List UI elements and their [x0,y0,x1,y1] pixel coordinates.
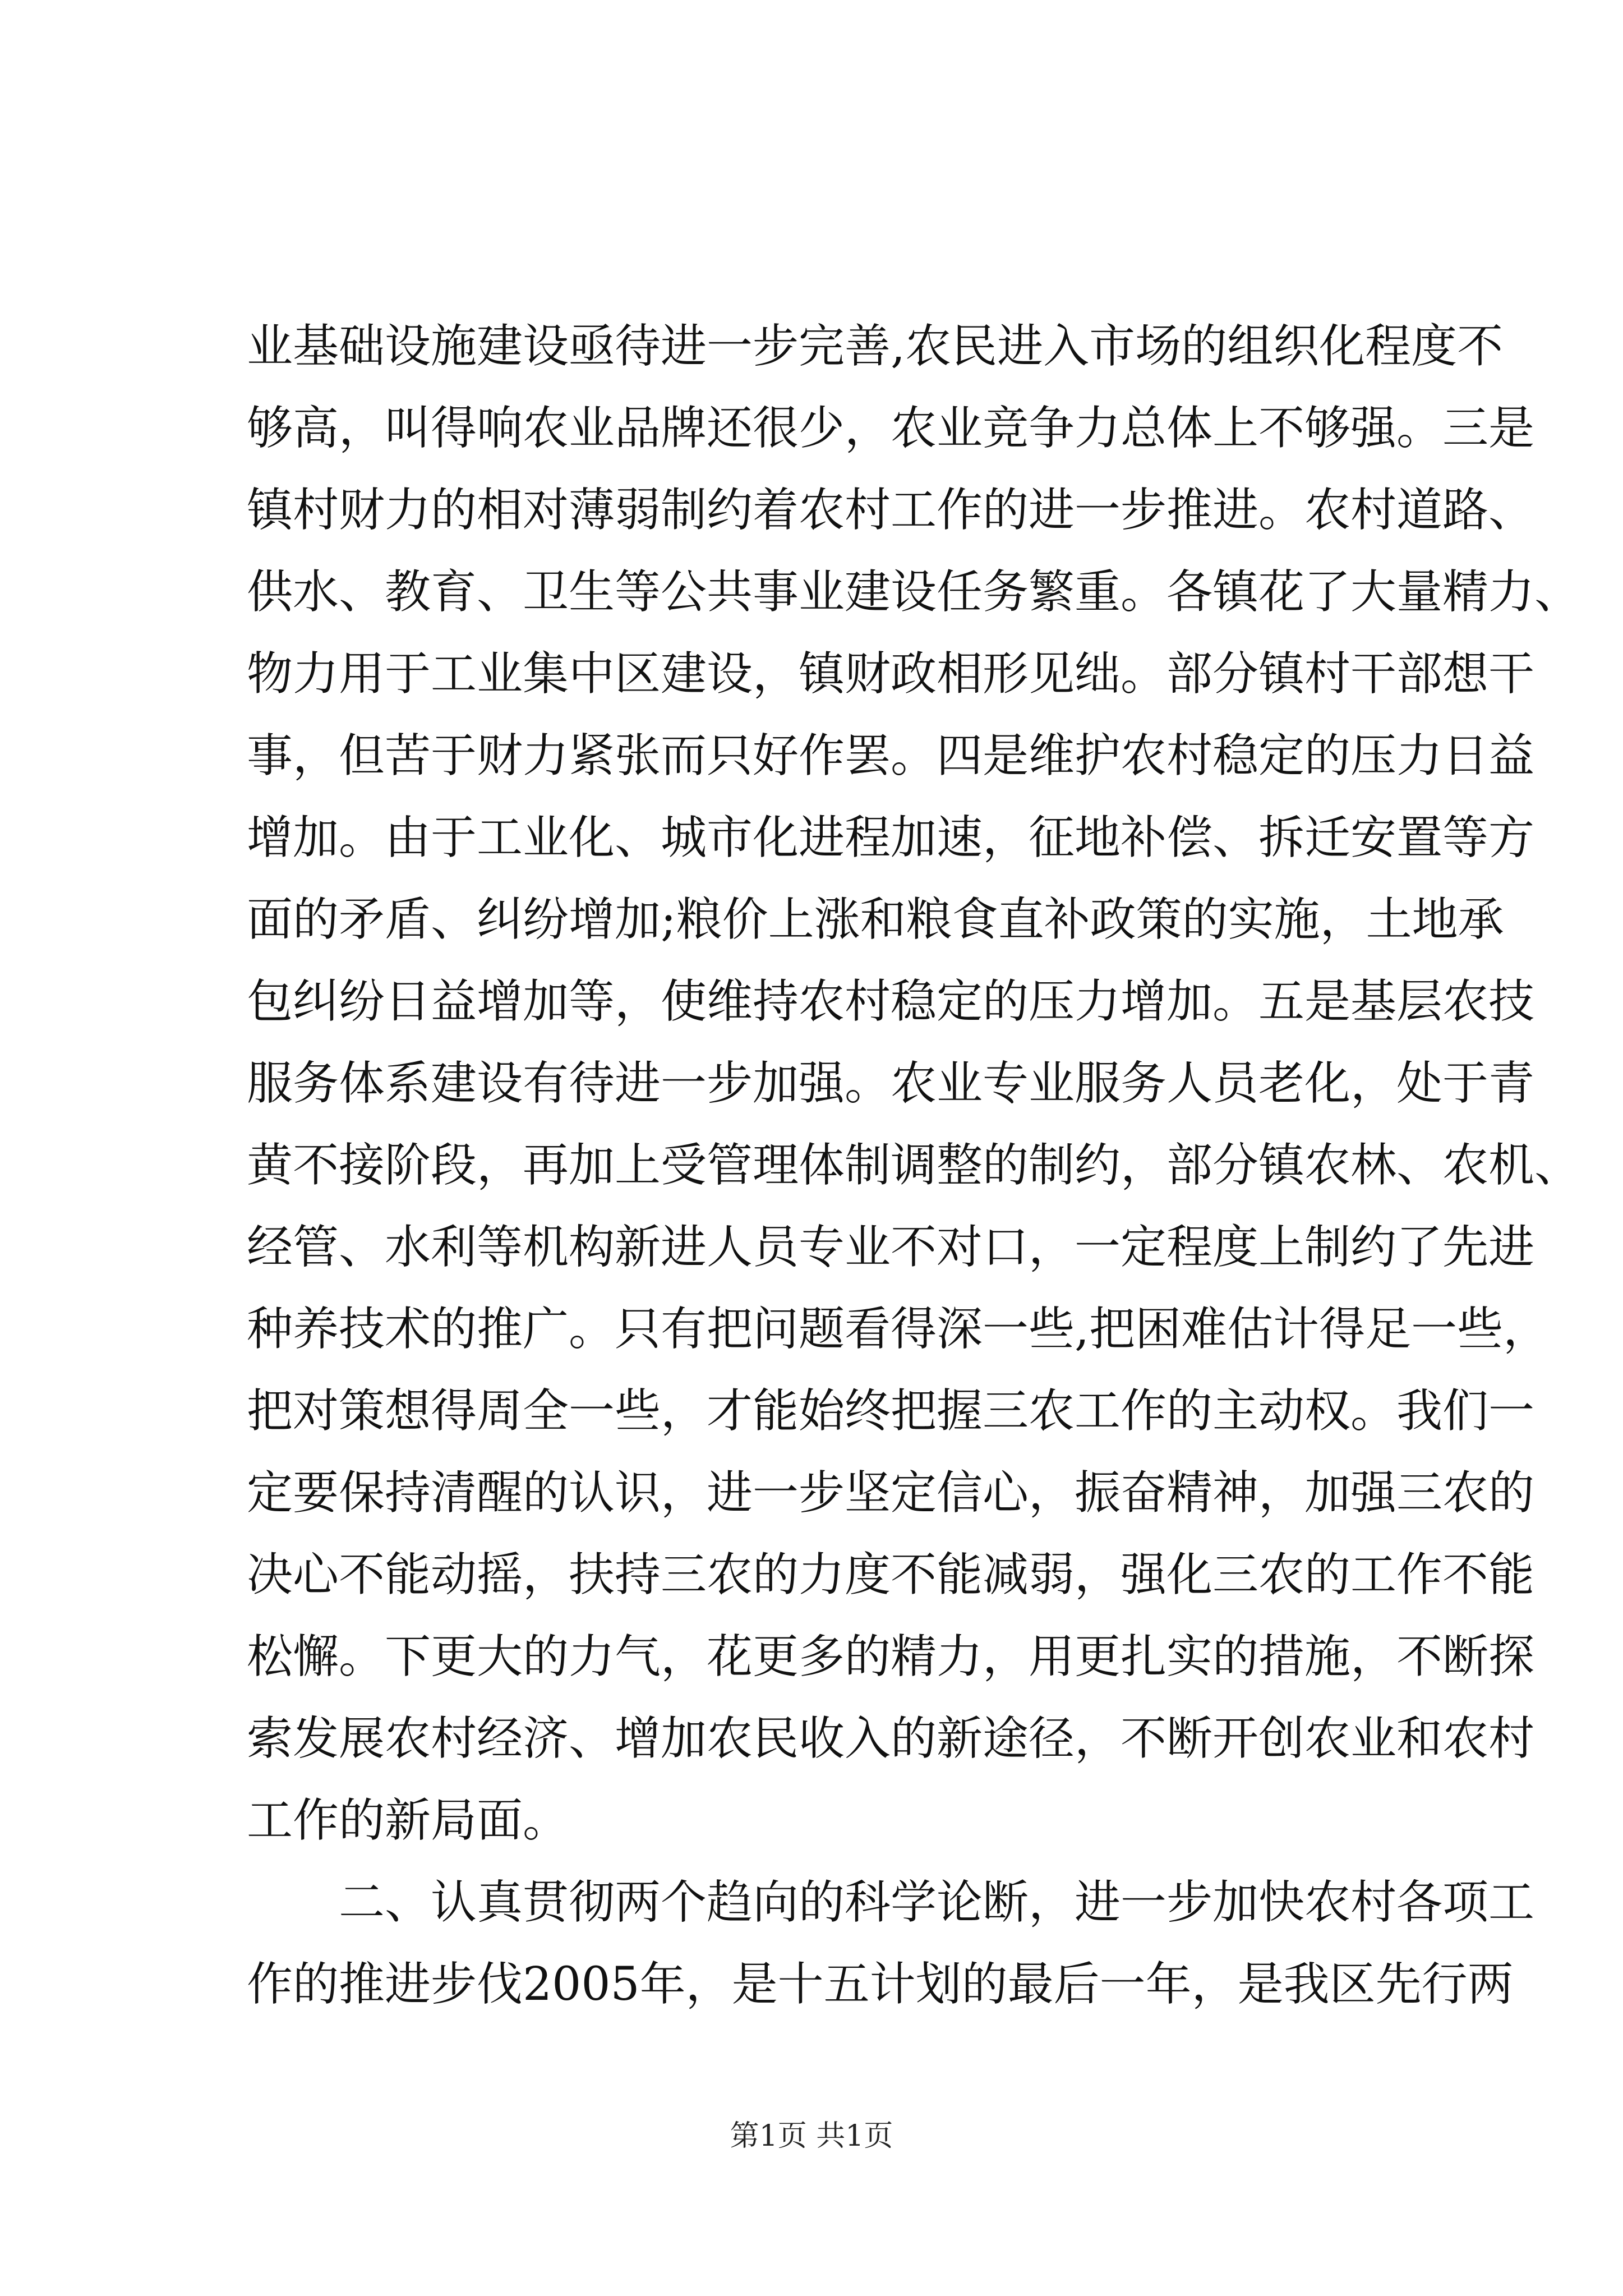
document-body [247,306,1581,2026]
text-line: 供水、教育、卫生等公共事业建设任务繁重。各镇花了大量精力、 [247,565,1581,619]
text-line: 索发展农村经济、增加农民收入的新途径，不断开创农业和农村 [247,1712,1535,1765]
text-line: 种养技术的推广。只有把问题看得深一些,把困难估计得足一些， [247,1303,1550,1356]
text-line: 面的矛盾、纠纷增加;粮价上涨和粮食直补政策的实施，土地承 [247,893,1504,946]
text-line: 二、认真贯彻两个趋向的科学论断，进一步加快农村各项工 [339,1876,1535,1929]
text-line: 松懈。下更大的力气，花更多的精力，用更扎实的措施，不断探 [247,1630,1535,1683]
text-line: 服务体系建设有待进一步加强。农业专业服务人员老化，处于青 [247,1057,1535,1110]
text-line: 业基础设施建设亟待进一步完善,农民进入市场的组织化程度不 [247,320,1504,373]
text-line: 经管、水利等机构新进人员专业不对口，一定程度上制约了先进 [247,1221,1535,1274]
text-line: 事，但苦于财力紧张而只好作罢。四是维护农村稳定的压力日益 [247,729,1535,783]
paragraph-2 [247,1862,1535,2026]
text-line: 工作的新局面。 [247,1794,569,1847]
text-line: 作的推进步伐2005年，是十五计划的最后一年，是我区先行两 [247,1958,1514,2011]
text-line: 黄不接阶段，再加上受管理体制调整的制约，部分镇农林、农机、 [247,1139,1581,1192]
text-line: 增加。由于工业化、城市化进程加速，征地补偿、拆迁安置等方 [247,811,1535,864]
text-line: 包纠纷日益增加等，使维持农村稳定的压力增加。五是基层农技 [247,975,1535,1028]
text-line: 把对策想得周全一些，才能始终把握三农工作的主动权。我们一 [247,1384,1535,1438]
text-line: 镇村财力的相对薄弱制约着农村工作的进一步推进。农村道路、 [247,484,1535,537]
page-footer [0,2112,1623,2154]
paragraph-1 [247,306,1581,1862]
text-line: 定要保持清醒的认识，进一步坚定信心，振奋精神，加强三农的 [247,1466,1535,1520]
text-line: 物力用于工业集中区建设，镇财政相形见绌。部分镇村干部想干 [247,647,1535,701]
page-number: 第1页 共1页 [730,2119,893,2153]
text-line: 决心不能动摇，扶持三农的力度不能减弱，强化三农的工作不能 [247,1548,1535,1602]
text-line: 够高，叫得响农业品牌还很少，农业竞争力总体上不够强。三是 [247,402,1535,455]
